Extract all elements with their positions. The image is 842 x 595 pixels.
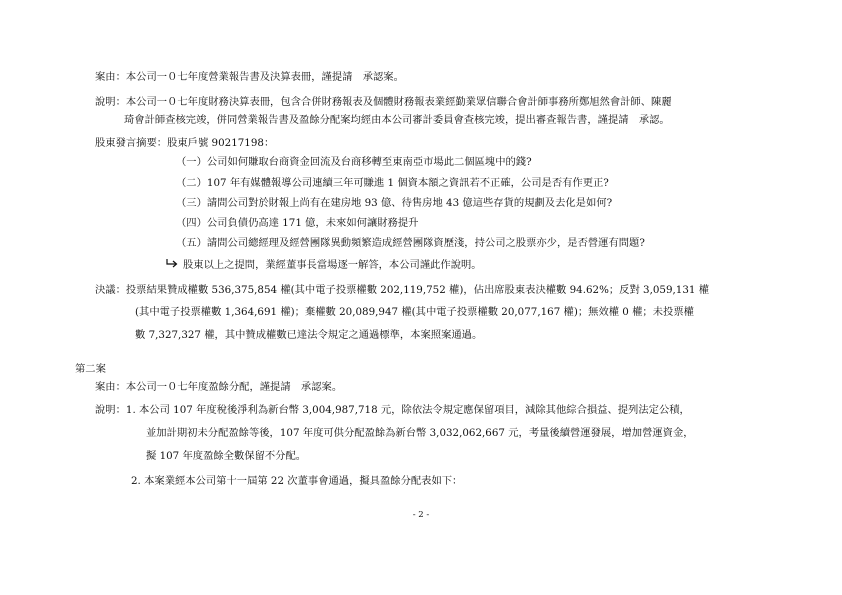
case2-subject: 案由：本公司一０七年度盈餘分配，謹提請 承認案。 — [95, 381, 343, 393]
case1-explanation-line1: 說明：本公司一０七年度財務決算表冊，包含合併財務報表及個體財務報表業經勤業眾信聯合會計師事務所鄭旭然會計師、陳麗 — [95, 96, 672, 108]
page-number: - 2 - — [412, 510, 430, 520]
question-4: （四）公司負債仍高達 171 億，未來如何讓財務提升 — [176, 217, 419, 229]
question-2: （二）107 年有媒體報導公司連續三年可賺進 1 個資本額之資訊若不正確，公司是否有作更正? — [176, 177, 609, 189]
hooked-arrow-icon — [165, 258, 179, 270]
case2-heading: 第二案 — [75, 363, 106, 375]
case2-explanation-line1: 說明：1. 本公司 107 年度稅後淨利為新台幣 3,004,987,718 元，除依法令規定應保留項目，減除其他綜合損益、提列法定公積， — [95, 404, 690, 416]
question-1: （一）公司如何賺取台商資金回流及台商移轉至東南亞市場此二個區塊中的錢? — [176, 156, 532, 168]
shareholder-header: 股東發言摘要：股東戶號 90217198： — [95, 137, 275, 149]
resolution-line3: 數 7,327,327 權，其中贊成權數已達法令規定之通過標準，本案照案通過。 — [135, 329, 483, 341]
case2-item2: 2. 本案業經本公司第十一屆第 22 次董事會通過，擬具盈餘分配表如下： — [131, 475, 463, 487]
arrow-note — [165, 258, 482, 270]
case1-subject: 案由：本公司一０七年度營業報告書及決算表冊，謹提請 承認案。 — [95, 71, 404, 83]
case2-explanation-line2: 並加計期初未分配盈餘等後，107 年度可供分配盈餘為新台幣 3,032,062,667 元，考量後續營運發展，增加營運資金， — [146, 427, 694, 439]
case2-explanation-line3: 擬 107 年度盈餘全數保留不分配。 — [146, 450, 307, 462]
resolution-line1: 決議：投票結果贊成權數 536,375,854 權(其中電子投票權數 202,119,752 權)，佔出席股東表決權數 94.62%；反對 3,059,131 權 — [95, 284, 710, 296]
question-3: （三）請問公司對於財報上尚有在建房地 93 億、待售房地 43 億這些存貨的規劃及去化是如何? — [176, 197, 613, 209]
resolution-line2: (其中電子投票權數 1,364,691 權)；棄權數 20,089,947 權(其中電子投票權數 20,077,167 權)；無效權 0 權；未投票權 — [135, 306, 694, 318]
case1-explanation-line2: 琦會計師查核完竣，併同營業報告書及盈餘分配案均經由本公司審計委員會查核完竣，提出審查報告書，謹提請 承認。 — [124, 114, 670, 126]
question-5: （五）請問公司總經理及經營團隊異動頻繁造成經營團隊資歷淺，持公司之股票亦少，是否營運有問題? — [176, 237, 645, 249]
arrow-note-text: 股東以上之提問，業經董事長當場逐一解答，本公司謹此作說明。 — [183, 259, 482, 271]
